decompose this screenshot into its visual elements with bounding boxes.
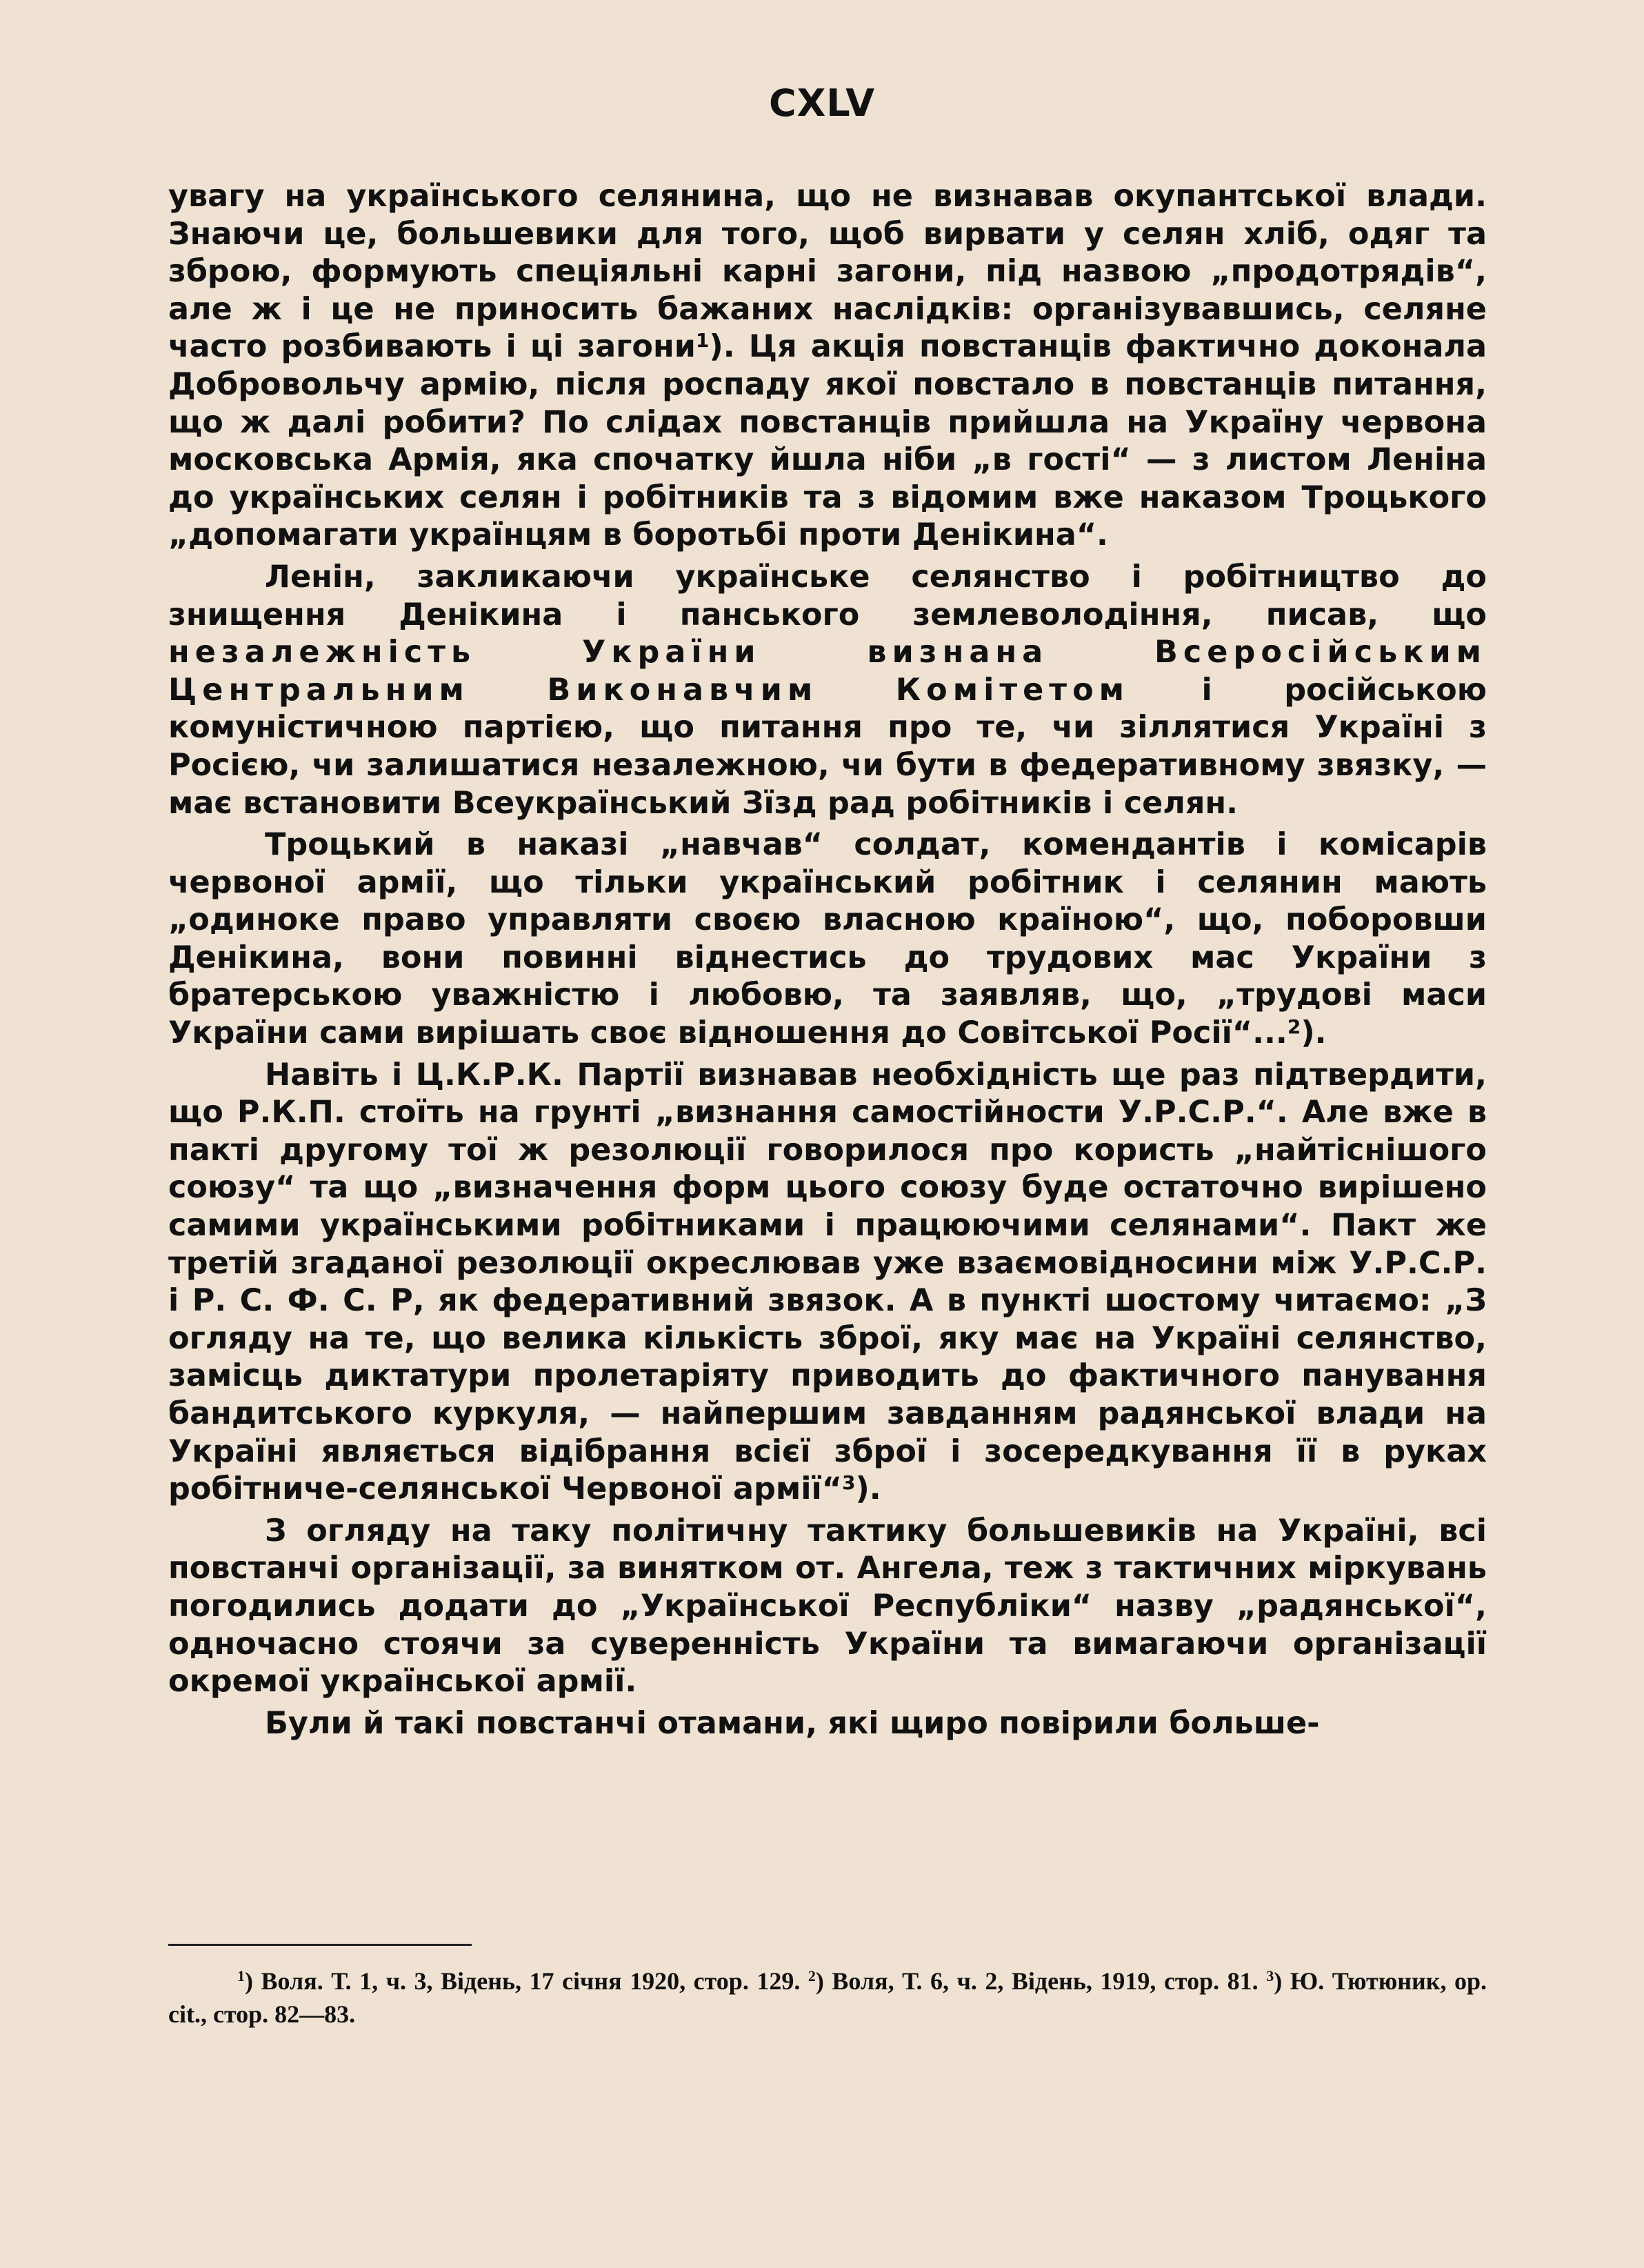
paragraph-text: ). <box>855 1471 881 1507</box>
paragraph-text: Троцький в наказі „навчав“ солдат, комендантів і комісарів червоної армії, що тільки український робітник і селянин мають „одиноке право управляти своєю власною країною“, що, поборовши Денікина, вони повинні віднестись до трудових мас України з братерською уважністю і любовю, та заявляв, що, „трудові маси України сами вирішать своє відношення до Совітської Росії“... <box>168 827 1487 1051</box>
paragraph-1 <box>168 178 1487 555</box>
paragraph-2 <box>168 559 1487 822</box>
body-text <box>168 178 1487 1742</box>
paragraph-5 <box>168 1513 1487 1701</box>
footnote-marker: 2 <box>808 1967 816 1984</box>
paragraph-4 <box>168 1057 1487 1509</box>
footnote-text: ) Ю. Тютюник, op. cit., стор. 82—83. <box>168 1967 1487 2028</box>
footnote-ref: 2 <box>1287 1015 1301 1039</box>
footnote-list <box>168 1964 1487 2031</box>
footnote-text: ) Воля, Т. 6, ч. 2, Відень, 1919, стор. 81. <box>815 1967 1267 1995</box>
paragraph-text: ). <box>1301 1015 1327 1051</box>
footnote-marker: 1 <box>237 1967 245 1984</box>
paragraph-3 <box>168 826 1487 1053</box>
footnote-marker: 3 <box>1266 1967 1274 1984</box>
emphasized-text: незалежність України визнана Всеросійським Центральним Виконавчим Комітетом <box>168 635 1487 708</box>
paragraph-text: увагу на українського селянина, що не визнавав окупантської влади. Знаючи це, большевики для того, щоб вирвати у селян хліб, одяг та зброю, формують спеціяльні карні загони, під назвою „продотрядів“, але ж і це не приносить бажаних наслідків: організувавшись, селяне часто розбивають і ці загони <box>168 179 1487 365</box>
paragraph-6 <box>168 1705 1487 1743</box>
paragraph-text: ). Ця акція повстанців фактично доконала Добровольчу армію, після роспаду якої повстало в повстанців питання, що ж далі робити? По слідах повстанців прийшла на Україну червона московська Армія, яка спочатку йшла ніби „в гості“ — з листом Леніна до українських селян і робітників та з відомим вже наказом Троцького „допомагати українцям в боротьбі проти Денікина“. <box>168 329 1487 553</box>
footnote-divider <box>168 1944 472 1946</box>
paragraph-text: і російською комуністичною партією, що питання про те, чи зіллятися Україні з Росією, чи залишатися незалежною, чи бути в федеративному звязку, — має встановити Всеукраїнський Зїзд рад робітників і селян. <box>168 672 1487 821</box>
footnote-text: ) Воля. Т. 1, ч. 3, Відень, 17 січня 1920, стор. 129. <box>245 1967 808 1995</box>
footnotes <box>168 1964 1487 2031</box>
paragraph-text: Були й такі повстанчі отамани, які щиро повірили больше- <box>265 1705 1320 1741</box>
paragraph-text: З огляду на таку політичну тактику большевиків на Україні, всі повстанчі організації, за винятком от. Ангела, теж з тактичних міркувань погодились додати до „Української Республіки“ назву „радянської“, одночасно стоячи за суверенність України та вимагаючи організації окремої української армії. <box>168 1513 1487 1700</box>
paragraph-text: Ленін, закликаючи українське селянство і робітництво до знищення Денікина і панського землеволодіння, писав, що <box>168 559 1487 633</box>
paragraph-text: Навіть і Ц.К.Р.К. Партії визнавав необхідність ще раз підтвердити, що Р.К.П. стоїть на грунті „визнання самостійности У.Р.С.Р.“. Але вже в пакті другому тої ж резолюції говорилося про користь „найтіснішого союзу“ та що „визначення форм цього союзу буде остаточно вирішено самими українськими робітниками і працюючими селянами“. Пакт же третій згаданої резолюції окреслював уже взаємовідносини між У.Р.С.Р. і Р. С. Ф. С. Р, як федеративний звязок. А в пункті шостому читаємо: „З огляду на те, що велика кількість зброї, яку має на Україні селянство, замісць диктатури пролетаріяту приводить до фактичного панування бандитського куркуля, — найпершим завданням радянської влади на Україні являється відібрання всієї зброї і зосередкування її в руках робітниче-селянської Червоної армії“ <box>168 1057 1487 1507</box>
page-number: CXLV <box>768 81 876 125</box>
footnote-ref: 1 <box>695 329 710 352</box>
footnote-ref: 3 <box>841 1471 856 1495</box>
